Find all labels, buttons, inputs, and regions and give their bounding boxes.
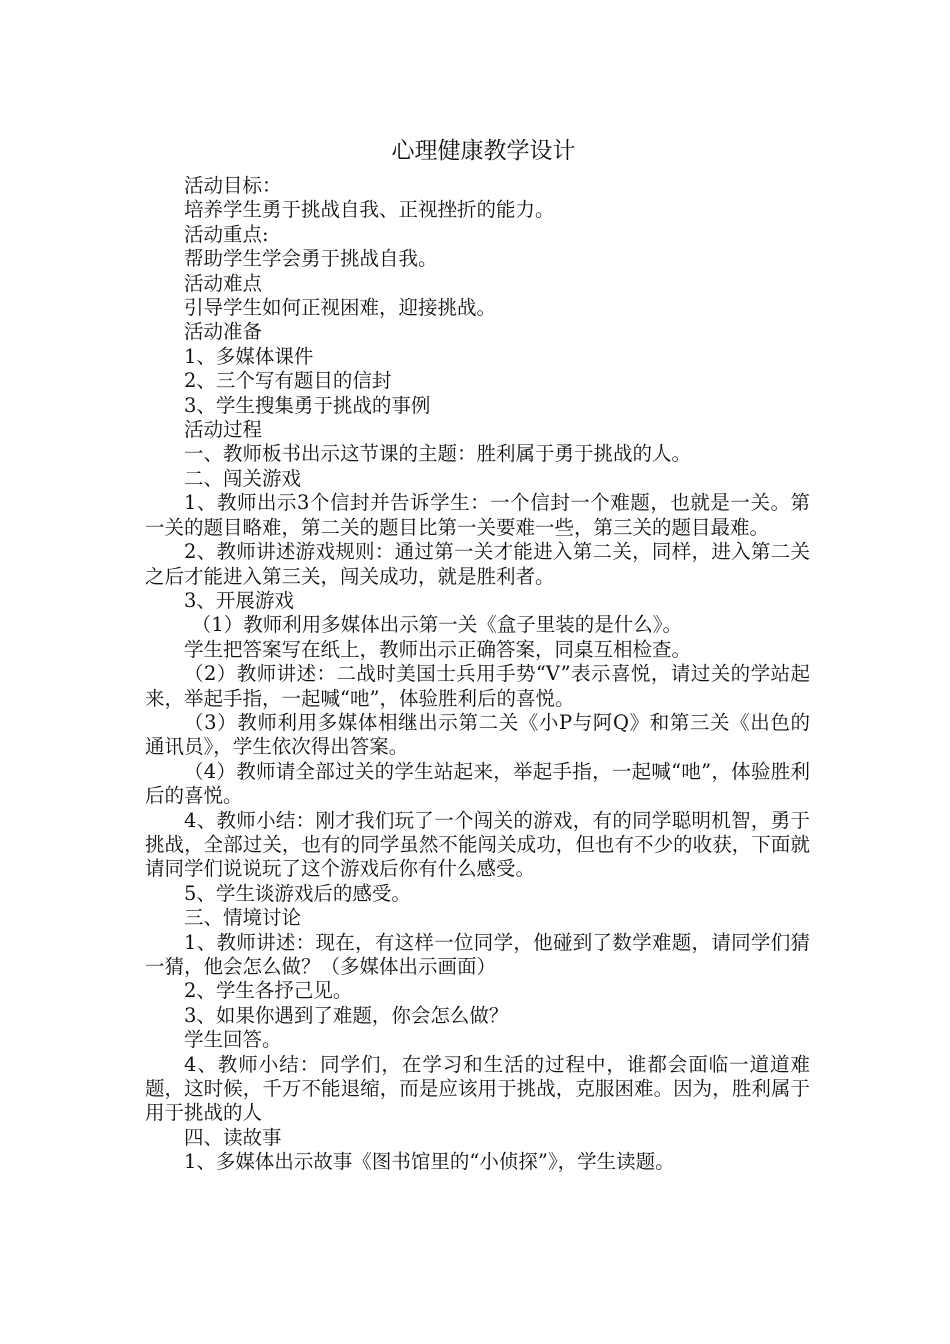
paragraph: （4）教师请全部过关的学生站起来，举起手指，一起喊“吔”，体验胜利后的喜悦。 (145, 759, 810, 808)
paragraph: 2、教师讲述游戏规则：通过第一关才能进入第二关，同样，进入第二关之后才能进入第三关，闯关成功，就是胜利者。 (145, 540, 810, 588)
paragraph: 活动难点 (184, 271, 263, 295)
paragraph: 活动过程 (184, 418, 263, 442)
paragraph: 引导学生如何正视困难，迎接挑战。 (184, 296, 497, 320)
paragraph: 3、学生搜集勇于挑战的事例 (184, 393, 431, 417)
paragraph: 3、开展游戏 (184, 588, 294, 612)
paragraph: 二、闯关游戏 (184, 466, 302, 490)
paragraph: 3、如果你遇到了难题，你会怎么做？ (184, 1003, 509, 1027)
paragraph: 5、学生谈游戏后的感受。 (184, 881, 411, 905)
paragraph: 4、教师小结：同学们，在学习和生活的过程中，谁都会面临一道道难题，这时候，千万不能退缩，而是应该用于挑战，克服困难。因为，胜利属于用于挑战的人 (145, 1052, 810, 1125)
paragraph: 培养学生勇于挑战自我、正视挫折的能力。 (184, 198, 555, 222)
paragraph: 学生回答。 (184, 1028, 282, 1052)
paragraph: 1、多媒体出示故事《图书馆里的“小侦探”》，学生读题。 (184, 1150, 675, 1174)
paragraph: 三、情境讨论 (184, 906, 302, 930)
paragraph: 1、教师讲述：现在，有这样一位同学，他碰到了数学难题，请同学们猜一猜，他会怎么做？（多媒体出示画面） (145, 930, 810, 978)
paragraph: 帮助学生学会勇于挑战自我。 (184, 247, 438, 271)
paragraph: 四、读故事 (184, 1125, 282, 1149)
document-page (145, 132, 810, 1175)
paragraph: 学生把答案写在纸上，教师出示正确答案，同桌互相检查。 (184, 637, 692, 661)
paragraph: 活动目标： (184, 174, 282, 197)
paragraph: 4、教师小结：刚才我们玩了一个闯关的游戏，有的同学聪明机智，勇于挑战，全部过关，也有的同学虽然不能闯关成功，但也有不少的收获，下面就请同学们说说玩了这个游戏后你有什么感受。 (145, 808, 810, 881)
paragraph: （2）教师讲述：二战时美国士兵用手势“V”表示喜悦，请过关的学站起来，举起手指，一起喊“吔”，体验胜利后的喜悦。 (145, 662, 810, 710)
paragraph: 一、教师板书出示这节课的主题：胜利属于勇于挑战的人。 (184, 442, 692, 466)
paragraph: （3）教师利用多媒体相继出示第二关《小P与阿Q》和第三关《出色的通讯员》，学生依次得出答案。 (145, 710, 810, 759)
paragraph: 活动准备 (184, 320, 263, 344)
paragraph: 1、教师出示3个信封并告诉学生：一个信封一个难题，也就是一关。第一关的题目略难，第二关的题目比第一关要难一些，第三关的题目最难。 (145, 491, 810, 539)
paragraph: 活动重点: (184, 222, 269, 246)
paragraph: 2、学生各抒己见。 (184, 979, 353, 1003)
document-title: 心理健康教学设计 (391, 138, 576, 164)
paragraph: 2、三个写有题目的信封 (184, 369, 392, 393)
paragraph: 1、多媒体课件 (184, 344, 314, 368)
paragraph: （1）教师利用多媒体出示第一关《盒子里装的是什么》。 (191, 613, 682, 637)
